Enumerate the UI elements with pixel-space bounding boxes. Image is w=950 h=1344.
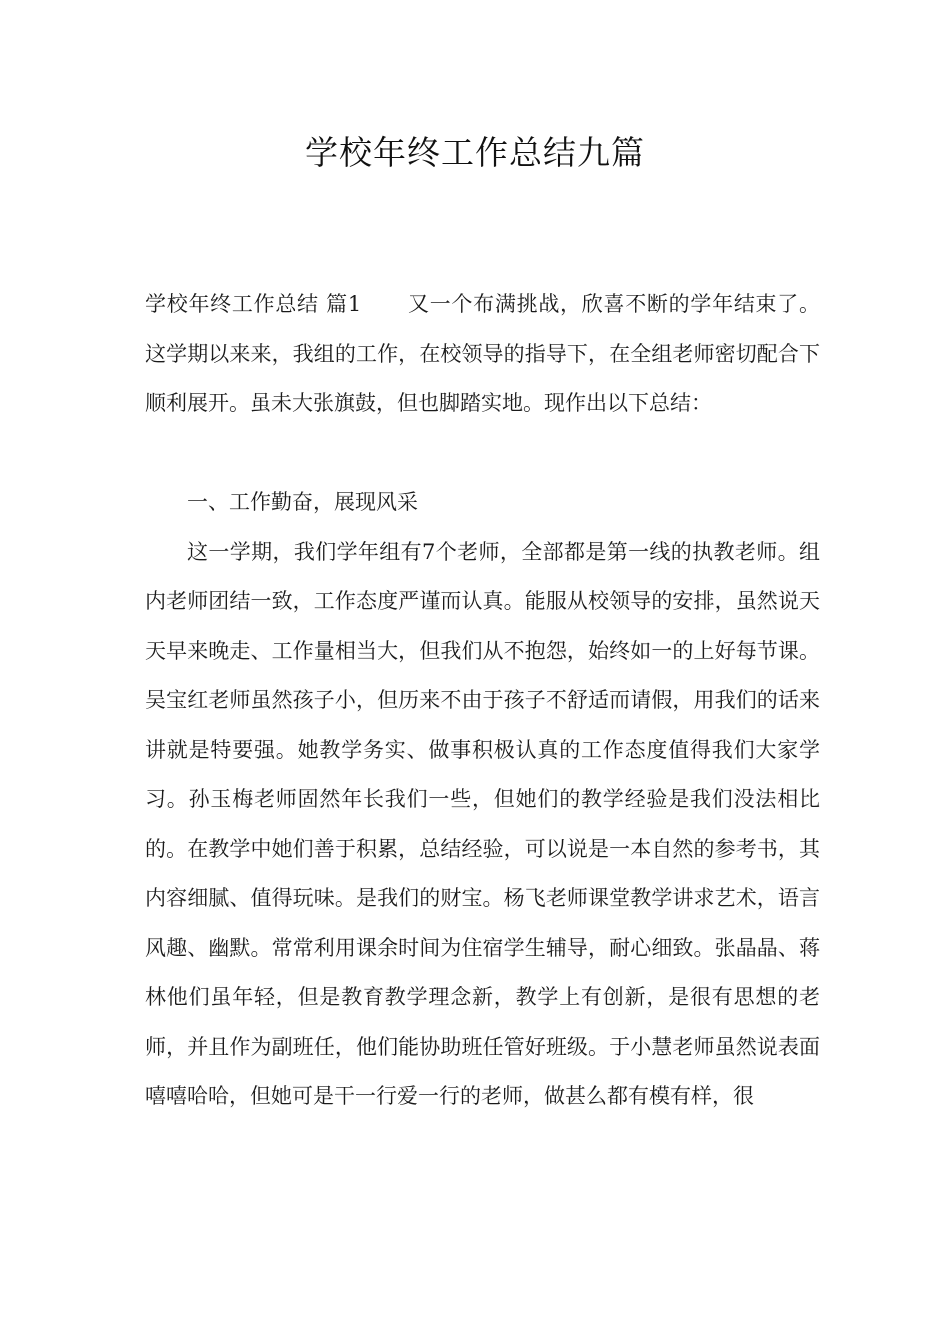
section-body-paragraph: 这一学期，我们学年组有7个老师，全部都是第一线的执教老师。组内老师团结一致，工作态度严谨而认真。能服从校领导的安排，虽然说天天早来晚走、工作量相当大，但我们从不抱怨，始终如一的上好每节课。吴宝红老师虽然孩子小，但历来不由于孩子不舒适而请假，用我们的话来讲就是特要强。她教学务实、做事积极认真的工作态度值得我们大家学习。孙玉梅老师固然年长我们一些，但她们的教学经验是我们没法相比的。在教学中她们善于积累，总结经验，可以说是一本自然的参考书，其内容细腻、值得玩味。是我们的财宝。杨飞老师课堂教学讲求艺术，语言风趣、幽默。常常利用课余时间为住宿学生辅导，耐心细致。张晶晶、蒋林他们虽年轻，但是教育教学理念新，教学上有创新，是很有思想的老师，并且作为副班任，他们能协助班任管好班级。于小慧老师虽然说表面嘻嘻哈哈，但她可是干一行爱一行的老师，做甚么都有模有样，很 <box>145 539 820 1108</box>
intro-label: 学校年终工作总结 篇1 <box>145 292 362 316</box>
document-body <box>145 280 820 1122</box>
paragraph-gap <box>145 429 820 479</box>
intro-text: 又一个布满挑战，欣喜不断的学年结束了。这学期以来来，我组的工作，在校领导的指导下，在全组老师密切配合下顺利展开。虽未大张旗鼓，但也脚踏实地。现作出以下总结： <box>145 292 820 415</box>
section-heading: 一、工作勤奋，展现风采 <box>187 490 418 514</box>
document-title: 学校年终工作总结九篇 <box>305 133 645 172</box>
intro-paragraph <box>145 280 820 429</box>
